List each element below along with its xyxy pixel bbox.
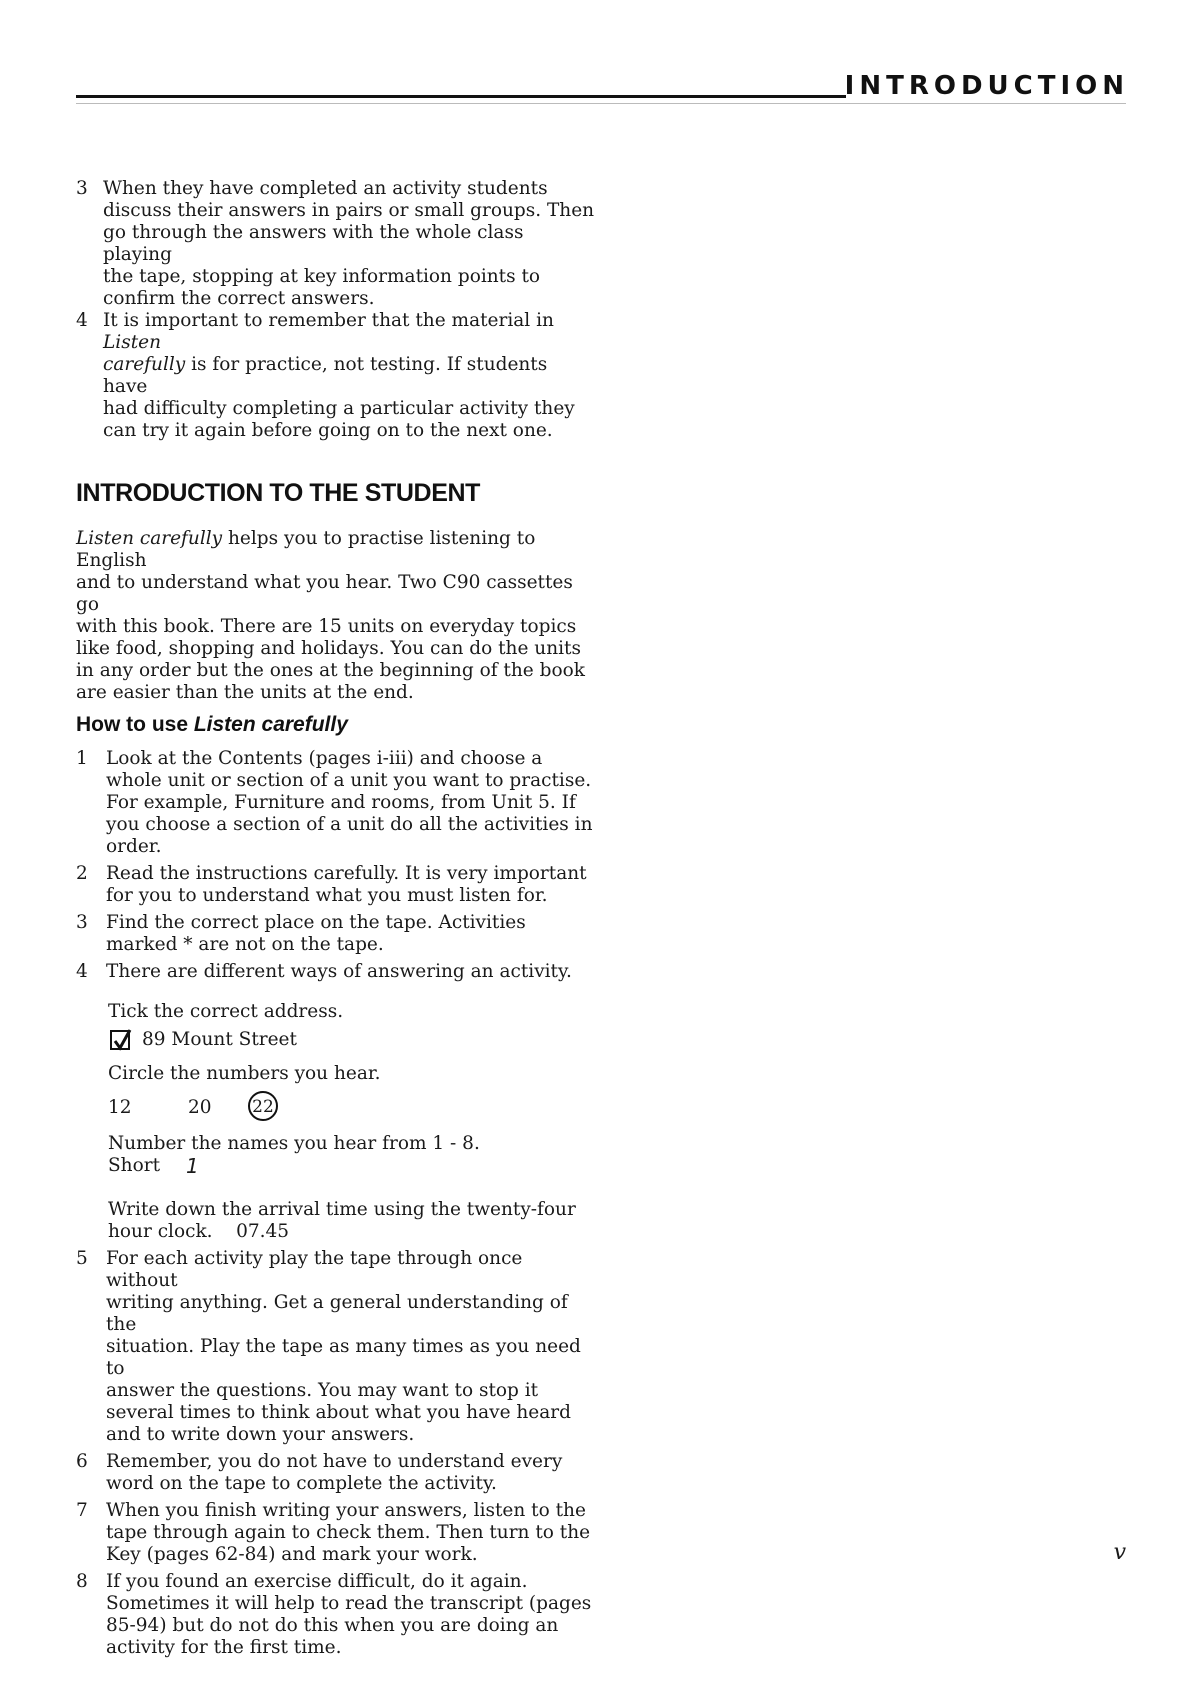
book-title: Listen carefully [193, 713, 348, 736]
item-number: 3 [76, 178, 88, 199]
item-number: 5 [76, 1248, 88, 1269]
circled-number: 22 [248, 1091, 278, 1121]
item-number: 8 [76, 1571, 88, 1592]
list-item: 3 When they have completed an activity students discuss their answers in pairs or small groups. Then go through the answers with the whole class playing the tape, stopping at key information points to confirm the correct answers. [76, 178, 595, 309]
section-heading: INTRODUCTION TO THE STUDENT [76, 479, 481, 507]
page-number: v [1113, 1540, 1126, 1565]
list-item: 2 Read the instructions carefully. It is very important for you to understand what you must listen for. [76, 863, 587, 906]
circle-example [108, 1095, 596, 1121]
header-rule [76, 95, 846, 98]
number-instruction: Number the names you hear from 1 - 8. [108, 1133, 480, 1154]
student-intro: Listen carefully helps you to practise listening to English and to understand what you hear. Two C90 cassettes go with this book. There are 15 units on everyday topics like food, shopping and holidays. You can do the units in any order but the ones at the beginning of the book are easier than the units at the end. [76, 528, 585, 703]
circle-option: 20 [188, 1097, 212, 1118]
handwritten-number: 1 [186, 1154, 199, 1178]
teacher-list [76, 178, 596, 442]
text-column [76, 178, 596, 1659]
item-number: 1 [76, 748, 88, 769]
list-item: 6 Remember, you do not have to understand every word on the tape to complete the activity. [76, 1451, 563, 1494]
list-item: 3 Find the correct place on the tape. Activities marked * are not on the tape. [76, 912, 526, 955]
item-number: 7 [76, 1500, 88, 1521]
header-rule-thin [76, 103, 1126, 104]
item-number: 4 [76, 961, 88, 982]
item-number: 2 [76, 863, 88, 884]
list-item: 8 If you found an exercise difficult, do it again. Sometimes it will help to read the transcript (pages 85-94) but do not do this when you are doing an activity for the first time. [76, 1571, 592, 1658]
tick-example [108, 1029, 596, 1051]
book-title: Listen carefully [76, 528, 223, 549]
list-item: 1 Look at the Contents (pages i-iii) and choose a whole unit or section of a unit you want to practise. For example, Furniture and rooms, from Unit 5. If you choose a section of a unit do all the activities in order. [76, 748, 593, 857]
book-title: carefully [103, 354, 186, 375]
tick-instruction: Tick the correct address. [108, 1001, 344, 1022]
book-title: Listen [103, 332, 161, 353]
circle-instruction: Circle the numbers you hear. [108, 1063, 381, 1084]
item-number: 4 [76, 310, 88, 331]
item-number: 3 [76, 912, 88, 933]
list-item: 5 For each activity play the tape through once without writing anything. Get a general understanding of the situation. Play the tape as many times as you need to answer the questions. You may want to stop it several times to think about what you have heard and to write down your answers. [76, 1248, 581, 1445]
subsection-heading: How to use Listen carefully [76, 713, 348, 736]
tick-answer: 89 Mount Street [142, 1029, 297, 1050]
item-number: 6 [76, 1451, 88, 1472]
howto-list-continued [76, 1248, 596, 1659]
name-option: Short [108, 1155, 161, 1176]
circle-option: 12 [108, 1097, 132, 1118]
write-example: Write down the arrival time using the twenty-four hour clock. 07.45 [108, 1199, 576, 1242]
answer-examples [76, 1001, 596, 1243]
list-item: 4 There are different ways of answering an activity. [76, 961, 572, 982]
running-title: INTRODUCTION [844, 71, 1129, 101]
list-item: 4 It is important to remember that the material in Listen carefully is for practice, not testing. If students have had difficulty completing a particular activity they can try it again before going on to the next one. [76, 310, 575, 441]
number-example [108, 1155, 596, 1177]
list-item: 7 When you finish writing your answers, listen to the tape through again to check them. Then turn to the Key (pages 62-84) and mark your work. [76, 1500, 591, 1565]
howto-list [76, 748, 596, 983]
checked-box-icon [110, 1030, 130, 1050]
